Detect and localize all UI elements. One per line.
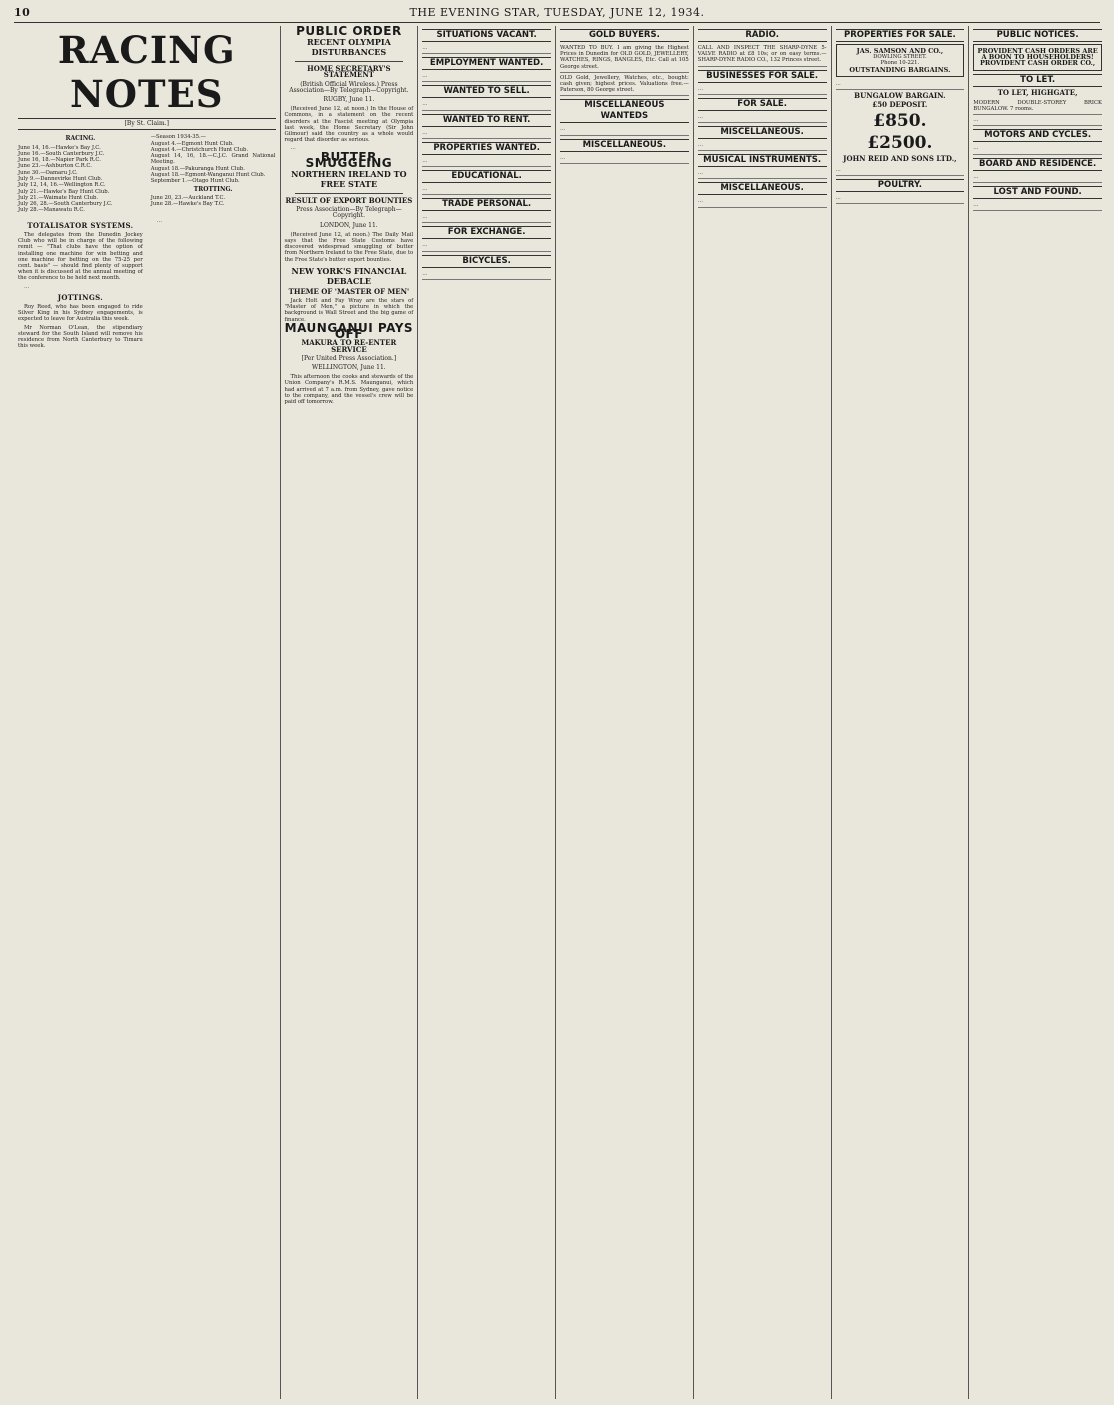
page-number: 10 (14, 6, 31, 19)
fixture-line: July 21.—Hawke's Bay Hunt Club. (18, 188, 110, 195)
columns (14, 26, 1106, 1399)
deposit-head: £50 DEPOSIT. (872, 100, 928, 110)
butter-deck2: RESULT OF EXPORT BOUNTIES (285, 196, 413, 206)
maunganui-credit: [Per United Press Association.] (301, 354, 397, 362)
fixture-line: June 23.—Ashburton C.R.C. (18, 163, 92, 170)
fixture-line: June 16, 18.—Napier Park R.C. (18, 157, 101, 164)
classifieds-col-5: PUBLIC NOTICES. PROVIDENT CASH ORDERS ARE A BOON TO HOUSEHOLDERS! PROVIDENT CASH ORDER CO., TO LET. TO LET, HIGHGATE, MODERN DOUBLE-STOREY BRICK BUNGALOW. 7 rooms. … MOTORS AND CYCLES. … BOARD AND RESIDENCE. … LOST AND FOUND. … (969, 26, 1106, 1399)
public-order-deck: RECENT OLYMPIA DISTURBANCES (306, 37, 391, 58)
maunganui-deck: MAKURA TO RE-ENTER SERVICE (301, 338, 397, 354)
fixture-line: July 9.—Dannevirke Hunt Club. (18, 175, 103, 182)
radio-ad: CALL AND INSPECT THE SHARP-DYNE 5-VALVE RADIO at £8 10s; or on easy terms.—SHARP-DYNE RADIO CO., 132 Princes street. (698, 44, 827, 67)
fixture-line: June 20, 23.—Auckland T.C. (150, 194, 226, 201)
fixture-line: June 30.—Oamaru J.C. (18, 169, 78, 176)
provident-co: PROVIDENT CASH ORDER CO., (980, 59, 1096, 68)
news-column: PUBLIC ORDER RECENT OLYMPIA DISTURBANCES HOME SECRETARY'S STATEMENT (British Official Wireless.) Press Association—By Telegraph—Copyright. RUGBY, June 11. (Received June 12, at noon.) In the House of Commons, in a statement on the recent disorders at the Fascist meeting at Olympia last week, the Home Secretary (Sir John Gilmour) said the country as a whole would regard that disorder as serious. … BUTTER SMUGGLING NORTHERN IRELAND TO FREE STATE RESULT OF EXPORT BOUNTIES Press Association—By Telegraph—Copyright. LONDON, June 11. (Received June 12, at noon.) The Daily Mail says that the Free State Customs have discovered widespread smuggling of butter from Northern Ireland to the Free State, due to the Free State's butter export bounties. NEW YORK'S FINANCIAL DEBACLE THEME OF 'MASTER OF MEN' Jack Holt and Fay Wray are the stars of "Master of Men," a picture in which the background is Wall Street and the big game of finance. MAUNGANUI PAYS OFF MAKURA TO RE-ENTER SERVICE [Per United Press Association.] WELLINGTON, June 11. This afternoon the cooks and stewards of the Union Company's R.M.S. Maunganui, which had arrived at 7 a.m. from Sydney, gave notice to the company, and the vessel's crew will be paid off tomorrow. (281, 26, 419, 1399)
wanted-to-sell-head: WANTED TO SELL. (422, 85, 551, 98)
maunganui-title: MAUNGANUI PAYS OFF (284, 320, 414, 342)
reid-name: JOHN REID AND SONS LTD., (843, 154, 957, 164)
maunganui-dateline: WELLINGTON, June 11. (312, 363, 386, 371)
situations-vacant-head: SITUATIONS VACANT. (422, 29, 551, 42)
lost-found-head: LOST AND FOUND. (973, 186, 1102, 199)
fixture-line: July 26, 28.—South Canterbury J.C. (18, 201, 113, 208)
classifieds-col-3: RADIO. CALL AND INSPECT THE SHARP-DYNE 5-VALVE RADIO at £8 10s; or on easy terms.—SHARP-DYNE RADIO CO., 132 Princes street. BUSINESSES FOR SALE. … FOR SALE. … MISCELLANEOUS. … MUSICAL INSTRUMENTS. … MISCELLANEOUS. … (694, 26, 832, 1399)
bungalow-head: BUNGALOW BARGAIN. (854, 91, 946, 101)
fixtures-right (151, 134, 276, 184)
for-exchange-head: FOR EXCHANGE. (422, 226, 551, 239)
fixture-line: August 18.—Pakuranga Hunt Club. (150, 165, 245, 172)
classifieds-col-2: GOLD BUYERS. WANTED TO BUY. I am giving the Highest Prices in Dunedin for OLD GOLD, JEWELLERY, WATCHES, RINGS, BANGLES, Etc. Call at 105 George street. OLD Gold, Jewellery, Watches, etc., bought: cash given; highest prices. Valuations free.—Paterson, 80 George street. MISCELLANEOUS WANTEDS … MISCELLANEOUS. … (556, 26, 694, 1399)
bicycles-head: BICYCLES. (422, 255, 551, 268)
motors-head: MOTORS AND CYCLES. (973, 129, 1102, 142)
financial-body: Jack Holt and Fay Wray are the stars of "Master of Men," a picture in which the background is Wall Street and the big game of finance. (284, 298, 414, 323)
trade-personal-head: TRADE PERSONAL. (422, 198, 551, 211)
butter-dateline: LONDON, June 11. (320, 221, 378, 229)
samson-name: JAS. SAMSON AND CO., (856, 47, 944, 55)
public-order-body: (Received June 12, at noon.) In the House of Commons, in a statement on the recent disorders at the Fascist meeting at Olympia last week, the Home Secretary (Sir John Gilmour) said the country as a whole would regard that disorder as serious. (284, 106, 414, 144)
fixture-line: June 16.—South Canterbury J.C. (18, 150, 105, 157)
price-850: £850. (873, 111, 927, 132)
public-order-credit: (British Official Wireless.) Press Association—By Telegraph—Copyright. (289, 80, 409, 94)
trotting-list (151, 195, 276, 208)
masthead-title: THE EVENING STAR, TUESDAY, JUNE 12, 1934. (409, 6, 705, 19)
fixture-line: July 28.—Manawatu R.C. (18, 207, 85, 214)
racing-fixtures-head: RACING. (65, 135, 96, 143)
employment-wanted-head: EMPLOYMENT WANTED. (422, 57, 551, 70)
financial-title: NEW YORK'S FINANCIAL DEBACLE (291, 265, 407, 286)
gold-buyers-head: GOLD BUYERS. (560, 29, 689, 42)
samson-ad (836, 44, 965, 77)
butter-body: (Received June 12, at noon.) The Daily Mail says that the Free State Customs have discovered widespread smuggling of butter from Northern Ireland to the Free State, due to the Free State's butter export bounties. (284, 231, 414, 263)
fixture-line: —Season 1934-35.— (150, 134, 206, 141)
miscellaneous-head-1: MISCELLANEOUS. (560, 139, 689, 152)
jottings-body-1: Roy Reed, who has been engaged to ride Silver King in his Sydney engagements, is expected to leave for Australia this week. (18, 304, 143, 323)
samson-head: OUTSTANDING BARGAINS. (849, 65, 951, 74)
public-order-deck2: HOME SECRETARY'S STATEMENT (307, 64, 391, 80)
public-order-dateline: RUGBY, June 11. (323, 96, 375, 104)
fixture-line: August 4.—Egmont Hunt Club. (150, 140, 234, 147)
gold-ad-2: OLD Gold, Jewellery, Watches, etc., bought: cash given; highest prices. Valuations free.—Paterson, 80 George street. (560, 74, 689, 97)
financial-deck: THEME OF 'MASTER OF MEN' (288, 286, 410, 296)
provident-ad (973, 44, 1102, 71)
totalisator-body: The delegates from the Dunedin Jockey Club who will be in charge of the following remit — "That clubs have the option of installing one machine for win betting and one machine for betting on the 75-25 per cent. basis" — should find plenty of support when it is discussed at the annual meeting of the conference to be held next month. (18, 231, 143, 282)
properties-for-sale-head: PROPERTIES FOR SALE. (836, 29, 965, 42)
modern-ad: MODERN DOUBLE-STOREY BRICK BUNGALOW. 7 rooms. (973, 99, 1102, 115)
fixture-line: July 21.—Waimate Hunt Club. (18, 194, 99, 201)
classifieds-col-1: SITUATIONS VACANT. … EMPLOYMENT WANTED. … WANTED TO SELL. … WANTED TO RENT. … PROPERTIES WANTED. … EDUCATIONAL. … TRADE PERSONAL. … FOR EXCHANGE. … BICYCLES. … (418, 26, 556, 1399)
gold-ad-1: WANTED TO BUY. I am giving the Highest Prices in Dunedin for OLD GOLD, JEWELLERY, WATCHES, RINGS, BANGLES, Etc. Call at 105 George street. (560, 44, 689, 73)
jottings-body-2: Mr Norman O'Lean, the stipendiary steward for the South Island will remove his residence from North Canterbury to Timaru this week. (18, 324, 143, 350)
public-notices-head: PUBLIC NOTICES. (973, 29, 1102, 42)
butter-credit: Press Association—By Telegraph—Copyright. (296, 206, 402, 220)
masthead (14, 4, 1100, 23)
fixtures (18, 134, 276, 214)
fixture-line: August 18.—Egmont-Wanganui Hunt Club. (150, 171, 266, 178)
musical-head: MUSICAL INSTRUMENTS. (698, 154, 827, 167)
fixture-line: June 28.—Hawke's Bay T.C. (150, 201, 225, 208)
provident-head: PROVIDENT CASH ORDERS ARE A BOON TO HOUSEHOLDERS! (977, 47, 1098, 62)
samson-addr: DOWLING STREET. (873, 54, 927, 61)
racing-title: RACING NOTES (57, 28, 236, 116)
classifieds-col-4: PROPERTIES FOR SALE. JAS. SAMSON AND CO., DOWLING STREET. Phone 10-221. OUTSTANDING BARGAINS. … BUNGALOW BARGAIN. £50 DEPOSIT. £850. £2500. JOHN REID AND SONS LTD., … POULTRY. … (832, 26, 970, 1399)
fixtures-left (18, 145, 143, 214)
fixture-line: August 4.—Christchurch Hunt Club. (150, 146, 249, 153)
poultry-head: POULTRY. (836, 179, 965, 192)
trotting-head: TROTTING. (193, 185, 233, 193)
educational-head: EDUCATIONAL. (422, 170, 551, 183)
maunganui-body: This afternoon the cooks and stewards of the Union Company's R.M.S. Maunganui, which had arrived at 7 a.m. from Sydney, gave notice to the company, and the vessel's crew will be paid off tomorrow. (284, 374, 414, 405)
to-let-head: TO LET. (973, 74, 1102, 87)
board-head: BOARD AND RESIDENCE. (973, 158, 1102, 171)
jottings-head: JOTTINGS. (57, 292, 103, 302)
miscellaneous-head-3: MISCELLANEOUS. (698, 182, 827, 195)
fixture-line: June 14, 16.—Hawke's Bay J.C. (18, 144, 101, 151)
radio-head: RADIO. (698, 29, 827, 42)
public-order-title: PUBLIC ORDER (296, 26, 402, 38)
samson-phone: Phone 10-221. (880, 60, 920, 67)
fixture-line: September 1.—Otago Hunt Club. (150, 178, 240, 185)
properties-wanted-head: PROPERTIES WANTED. (422, 142, 551, 155)
price-2500: £2500. (867, 133, 933, 154)
miscellaneous-head-2: MISCELLANEOUS. (698, 126, 827, 139)
businesses-head: BUSINESSES FOR SALE. (698, 70, 827, 83)
fixture-line: July 12, 14, 16.—Wellington R.C. (18, 182, 106, 189)
racing-column: RACING NOTES [By St. Claim.] RACING. June 14, 16.—Hawke's Bay J.C. June 16.—South Canterbury J.C. June 16, 18.—Napier Park R.C. June 23.—Ashburton C.R.C. June 30.—Oamaru J.C. July 9.—Dannevirke Hunt Club. July 12, 14, 16.—Wellington R.C. July 21.—Hawke's Bay Hunt Club. July 21.—Waimate Hunt Club. July 26, 28.—South Canterbury J.C. July 28.—Manawatu R.C. —Season 1934-35.— August 4.—Egmont Hunt Club. August 4.—Christchurch Hunt Club. August 14, 16, 18.—C.J.C. Grand National Meeting. August 18.—Pakuranga Hunt Club. August 18.—Egmont-Wanganui Hunt Club. September 1.—Otago Hunt Club. TROTTING. June 20, 23.—Auckland T.C. June 28.—Hawke's Bay T.C. TOTALISATOR SYSTEMS. The delegates from the Dunedin Jockey Club who will be in charge of the following remit — "That clubs have the option of installing one machine for win betting and one machine for betting on the 75-25 per cent. basis" — should find plenty of support when it is discussed at the annual meeting of the conference to be held next month. … JOTTINGS. Roy Reed, who has been engaged to ride Silver King in his Sydney engagements, is expected to leave for Australia this week. Mr Norman O'Lean, the stipendiary steward for the South Island will remove his residence from North Canterbury to Timaru this week. … (14, 26, 281, 1399)
racing-byline: [By St. Claim.] (18, 118, 276, 130)
butter-title: BUTTER SMUGGLING (305, 149, 393, 170)
totalisator-head: TOTALISATOR SYSTEMS. (27, 220, 134, 230)
butter-deck: NORTHERN IRELAND TO FREE STATE (291, 169, 407, 190)
highgate-head: TO LET, HIGHGATE, (997, 87, 1078, 97)
wanted-to-rent-head: WANTED TO RENT. (422, 114, 551, 127)
misc-wanteds-head: MISCELLANEOUS WANTEDS (560, 99, 689, 123)
for-sale-head: FOR SALE. (698, 98, 827, 111)
fixture-line: August 14, 16, 18.—C.J.C. Grand National Meeting. (150, 153, 276, 166)
